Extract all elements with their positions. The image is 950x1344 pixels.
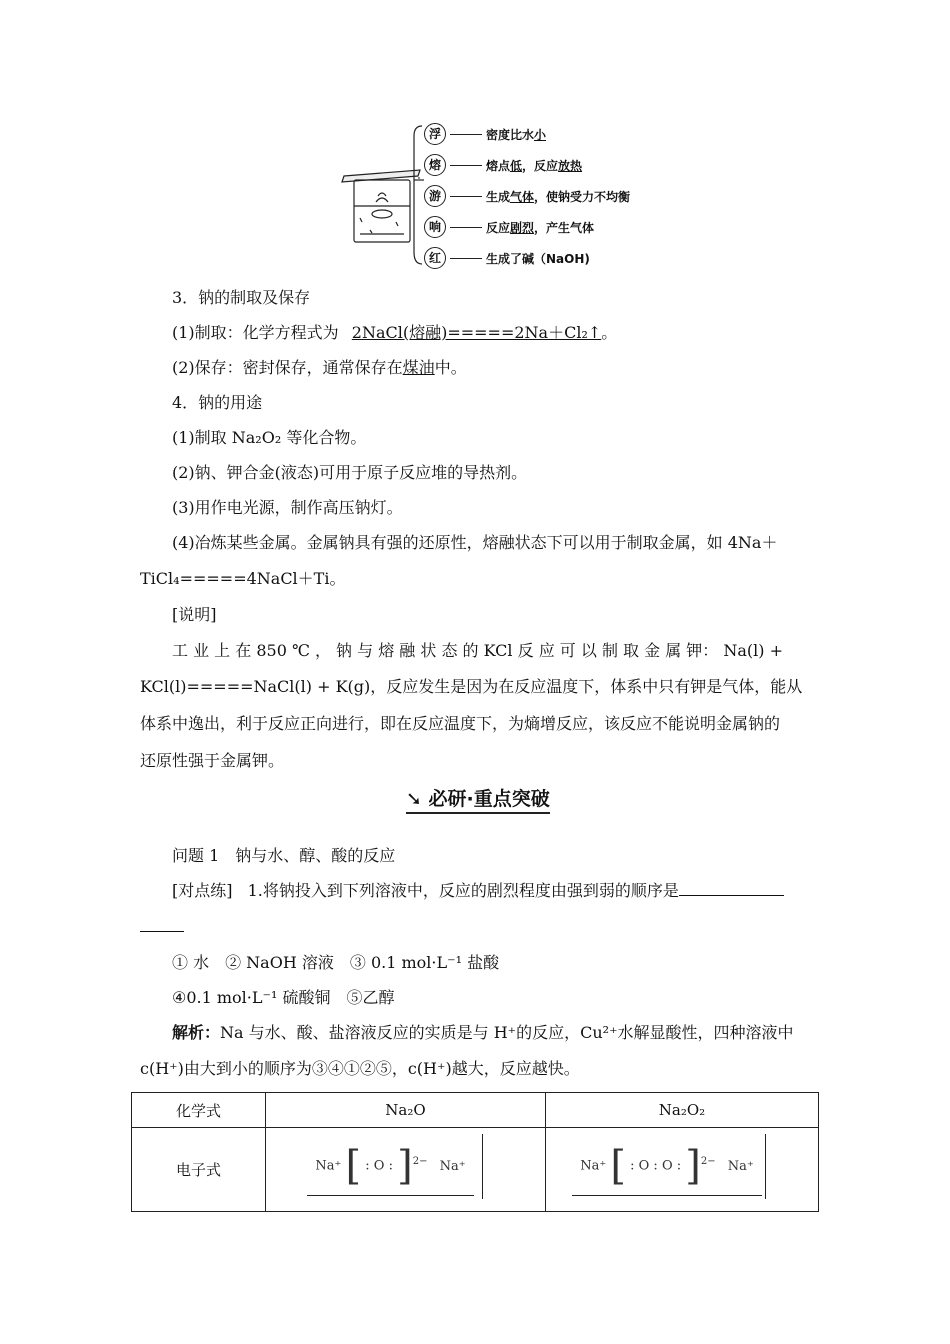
use-4-line2: TiCl₄=====4NaCl＋Ti。 [140,569,346,588]
use-4-line1: (4)冶炼某些金属。金属钠具有强的还原性，熔融状态下可以用于制取金属，如 4Na＋ [172,533,778,552]
options-line1: ① 水 ② NaOH 溶液 ③ 0.1 mol·L⁻¹ 盐酸 [172,953,500,972]
peroxide-ion: : O : O : [630,1158,682,1174]
diagram-text: 密度比水小 [486,127,547,142]
header-cell: Na₂O₂ [546,1093,819,1128]
diagram-item [424,246,590,270]
section-header [406,784,550,814]
analysis-text1: Na 与水、酸、盐溶液反应的实质是与 H⁺的反应，Cu²⁺水解显酸性，四种溶液中 [220,1023,794,1042]
question-text: 1.将钠投入到下列溶液中，反应的剧烈程度由强到弱的顺序是 [247,881,679,900]
diagram-item [424,184,630,208]
na2o2-electron-formula: Na⁺ [ : O : O : ]$^{2-}$ Na⁺ [546,1128,819,1212]
store-key: 煤油 [402,358,435,377]
analysis-label: 解析： [172,1023,221,1042]
table-row [132,1128,819,1212]
options-line2: ④0.1 mol·L⁻¹ 硫酸铜 ⑤乙醇 [172,988,395,1007]
use-3: (3)用作电光源，制作高压钠灯。 [172,498,403,517]
prep-line [172,322,617,344]
diagram-text: 生成气体，使钠受力不均衡 [486,189,631,204]
note-line4: 还原性强于金属钾。 [140,751,285,770]
diagram-text: 反应剧烈，产生气体 [486,220,595,235]
diagram-text: 生成了碱（NaOH) [486,251,590,266]
arrow-icon: ➘ [406,788,422,810]
na-ion-right: Na⁺ [439,1158,466,1174]
answer-blank-cont [140,931,184,932]
section4-title: 4．钠的用途 [172,393,263,412]
answer-blank [679,881,784,896]
diagram-char-circle: 游 [424,185,446,207]
diagram-char-circle: 熔 [424,154,446,176]
practice-line [172,880,784,902]
use-2: (2)钠、钾合金(液态)可用于原子反应堆的导热剂。 [172,463,528,482]
note-line3: 体系中逸出，利于反应正向进行，即在反应温度下，为熵增反应，该反应不能说明金属钠的 [140,714,781,733]
na-ion-right: Na⁺ [727,1158,754,1174]
beaker-icon [342,170,420,242]
oxide-ion: : O : [365,1158,393,1174]
na-ion-left: Na⁺ [315,1158,342,1174]
charge-2minus: 2− [700,1156,716,1168]
row-label: 电子式 [132,1128,266,1212]
diagram-text: 熔点低，反应放热 [486,158,583,173]
header-cell: Na₂O [266,1093,546,1128]
analysis-line1 [172,1022,794,1044]
practice-label: [对点练] [172,881,233,900]
note-label: [说明] [172,605,217,624]
problem1-title: 问题 1 钠与水、醇、酸的反应 [172,846,396,865]
note-line1: 工 业 上 在 850 ℃ ， 钠 与 熔 融 状 态 的 KCl 反 应 可 以 制 取 金 属 钾： Na(l) + [172,641,784,660]
header-cell: 化学式 [132,1093,266,1128]
store-line [172,357,467,379]
use-1: (1)制取 Na₂O₂ 等化合物。 [172,428,367,447]
section3-title: 3．钠的制取及保存 [172,288,311,307]
prep-prefix: (1)制取：化学方程式为 [172,323,339,342]
store-prefix: (2)保存：密封保存，通常保存在 [172,358,403,377]
table-header-row [132,1093,819,1128]
analysis-line2: c(H⁺)由大到小的顺序为③④①②⑤，c(H⁺)越大，反应越快。 [140,1059,580,1078]
diagram-item [424,122,546,146]
diagram-char-circle: 响 [424,216,446,238]
store-suffix: 中。 [434,358,467,377]
section-header-title: 必研·重点突破 [428,788,550,810]
note-line2: KCl(l)=====NaCl(l) + K(g)，反应发生是因为在反应温度下，体系中只有钾是气体，能从 [140,677,803,696]
charge-2minus: 2− [412,1156,428,1168]
diagram-item [424,153,582,177]
na2o-electron-formula: Na⁺ [ : O : ]$^{2-}$ Na⁺ [266,1128,546,1212]
comparison-table [131,1092,819,1212]
diagram-char-circle: 浮 [424,123,446,145]
diagram-item [424,215,594,239]
diagram-char-circle: 红 [424,247,446,269]
prep-equation: 2NaCl(熔融)=====2Na＋Cl₂↑ [351,323,602,342]
na-ion-left: Na⁺ [580,1158,607,1174]
prep-suffix: 。 [601,323,618,342]
